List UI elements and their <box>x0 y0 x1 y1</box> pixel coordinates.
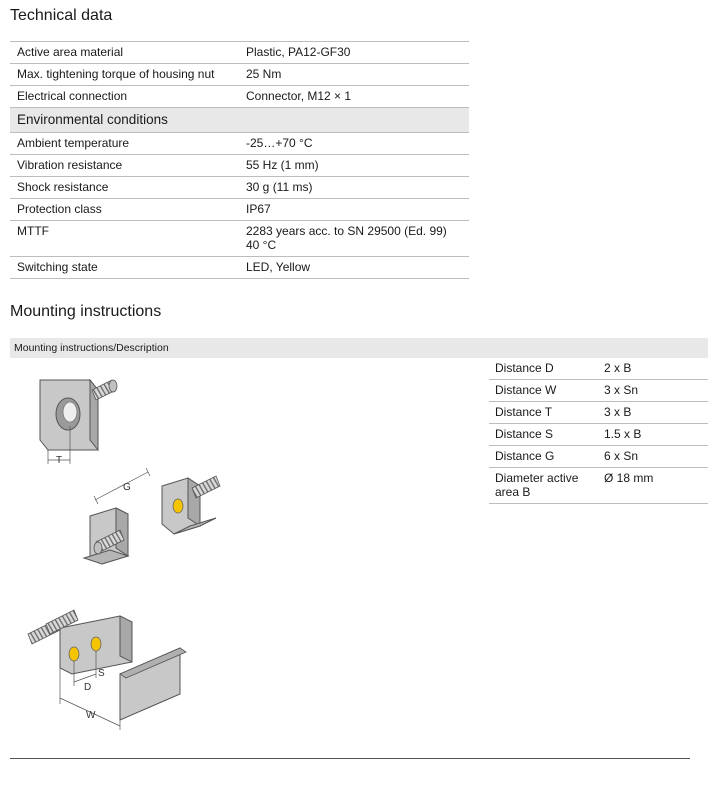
section-header-row <box>10 108 469 133</box>
row-label: Shock resistance <box>10 177 239 199</box>
side-by-side-figure <box>28 610 186 730</box>
table-row <box>489 424 708 446</box>
distance-value: 2 x B <box>598 358 708 380</box>
row-label: Vibration resistance <box>10 155 239 177</box>
table-row <box>489 380 708 402</box>
row-label: Max. tightening torque of housing nut <box>10 64 239 86</box>
table-row <box>10 86 469 108</box>
facing-brackets-figure <box>84 468 220 564</box>
distance-value: Ø 18 mm <box>598 468 708 504</box>
row-label: MTTF <box>10 221 239 257</box>
row-value: IP67 <box>239 199 469 221</box>
row-label: Ambient temperature <box>10 133 239 155</box>
row-value: Plastic, PA12-GF30 <box>239 42 469 64</box>
d-label: D <box>84 682 92 693</box>
section-header: Environmental conditions <box>10 108 469 133</box>
row-value: -25…+70 °C <box>239 133 469 155</box>
table-row <box>489 446 708 468</box>
distance-label: Distance G <box>489 446 598 468</box>
table-row <box>10 221 469 257</box>
row-label: Protection class <box>10 199 239 221</box>
technical-data-table <box>10 41 469 279</box>
w-label: W <box>86 710 96 721</box>
table-row <box>10 257 469 279</box>
flush-mount-figure <box>40 380 117 466</box>
distance-label: Distance W <box>489 380 598 402</box>
distance-label: Distance T <box>489 402 598 424</box>
t-label: T <box>56 455 63 466</box>
row-value: 25 Nm <box>239 64 469 86</box>
g-label: G <box>123 482 131 493</box>
table-row <box>10 155 469 177</box>
row-label: Electrical connection <box>10 86 239 108</box>
mounting-drawing <box>20 368 230 738</box>
row-value: Connector, M12 × 1 <box>239 86 469 108</box>
row-value: 2283 years acc. to SN 29500 (Ed. 99) 40 °C <box>239 221 469 257</box>
table-row <box>489 402 708 424</box>
table-row <box>10 133 469 155</box>
distance-table <box>489 358 708 504</box>
table-row <box>489 468 708 504</box>
table-row <box>10 177 469 199</box>
table-row <box>489 358 708 380</box>
distance-value: 3 x B <box>598 402 708 424</box>
distance-value: 6 x Sn <box>598 446 708 468</box>
distance-label: Distance D <box>489 358 598 380</box>
footer-divider <box>10 758 690 759</box>
row-value: 55 Hz (1 mm) <box>239 155 469 177</box>
distance-label: Diameter active area B <box>489 468 598 504</box>
distance-value: 1.5 x B <box>598 424 708 446</box>
distance-label: Distance S <box>489 424 598 446</box>
table-row <box>10 42 469 64</box>
s-label: S <box>98 668 105 679</box>
technical-data-heading: Technical data <box>10 7 113 24</box>
table-row <box>10 199 469 221</box>
mounting-instructions-heading: Mounting instructions <box>10 303 162 320</box>
table-row <box>10 64 469 86</box>
mounting-description-bar: Mounting instructions/Description <box>10 338 708 358</box>
distance-value: 3 x Sn <box>598 380 708 402</box>
row-label: Switching state <box>10 257 239 279</box>
row-value: LED, Yellow <box>239 257 469 279</box>
row-label: Active area material <box>10 42 239 64</box>
row-value: 30 g (11 ms) <box>239 177 469 199</box>
